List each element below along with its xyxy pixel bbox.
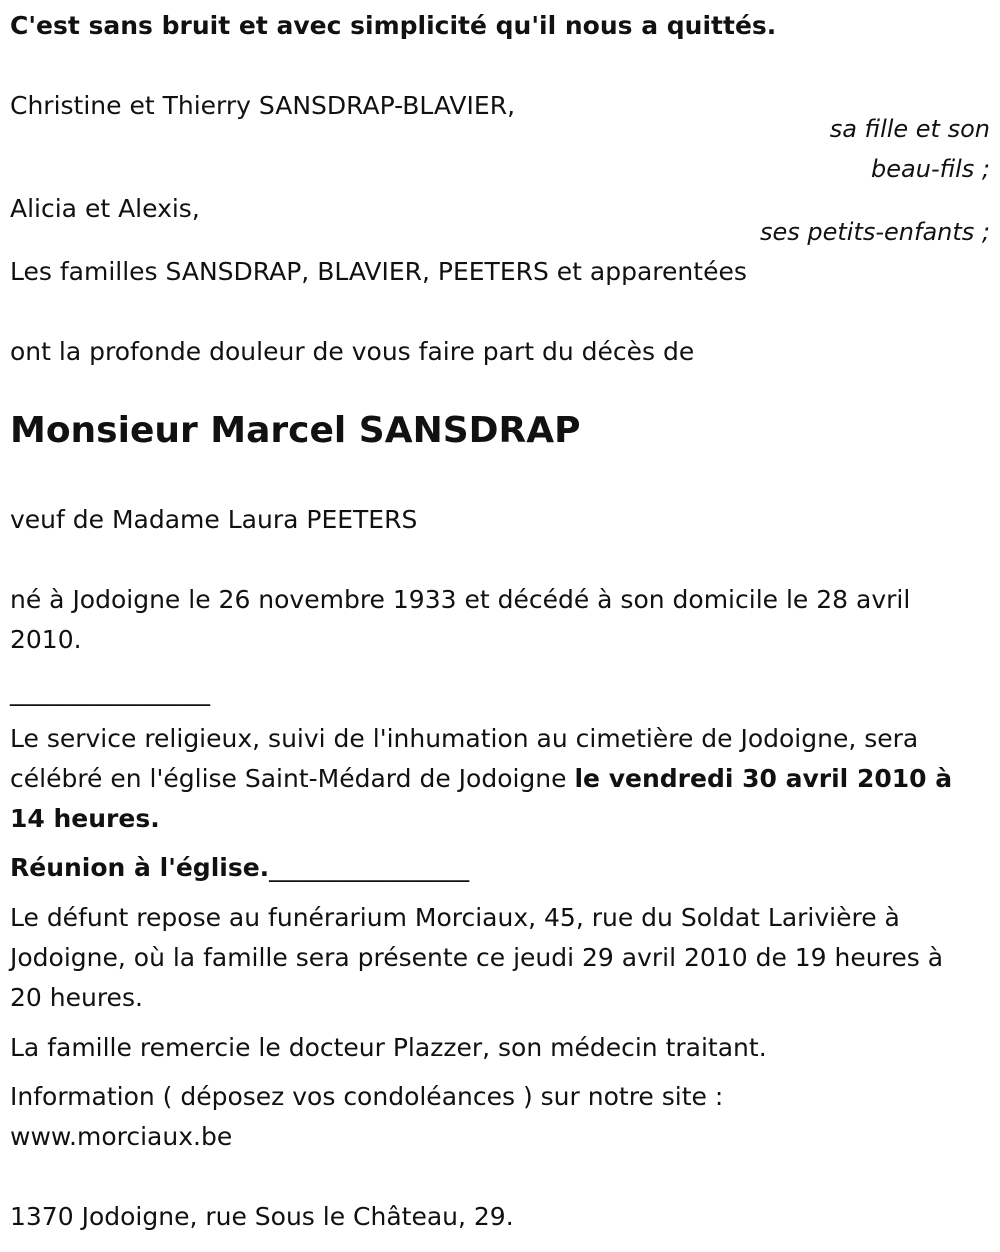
family-relation-daughter-1: sa fille et son bbox=[829, 115, 990, 143]
service-line-2-normal: célébré en l'église Saint-Médard de Jodoigne bbox=[10, 764, 567, 793]
announcement-text: ont la profonde douleur de vous faire part du décès de bbox=[10, 337, 695, 366]
intro-text: C'est sans bruit et avec simplicité qu'il nous a quittés. bbox=[10, 11, 777, 40]
family-names-daughter: Christine et Thierry SANSDRAP-BLAVIER, bbox=[10, 91, 516, 120]
widower-text: veuf de Madame Laura PEETERS bbox=[10, 505, 418, 534]
info-line: Information ( déposez vos condoléances ) sur notre site : bbox=[10, 1082, 724, 1111]
reunion-text: Réunion à l'église. bbox=[10, 853, 270, 882]
service-line-2 bbox=[10, 759, 952, 799]
website-link[interactable]: www.morciaux.be bbox=[10, 1122, 233, 1151]
repose-line-1: Le défunt repose au funérarium Morciaux, 45, rue du Soldat Larivière à bbox=[10, 903, 900, 932]
birth-death-line-1: né à Jodoigne le 26 novembre 1933 et décédé à son domicile le 28 avril bbox=[10, 585, 911, 614]
reunion-line bbox=[10, 848, 469, 888]
family-names-grandchildren: Alicia et Alexis, bbox=[10, 194, 200, 223]
reunion-separator: ________________ bbox=[269, 853, 470, 882]
service-date-bold: le vendredi 30 avril 2010 à bbox=[574, 764, 953, 793]
service-time-bold: 14 heures. bbox=[10, 804, 160, 833]
service-line-1: Le service religieux, suivi de l'inhumation au cimetière de Jodoigne, sera bbox=[10, 724, 919, 753]
birth-death-line-2: 2010. bbox=[10, 625, 82, 654]
separator-line: ________________ bbox=[10, 677, 210, 706]
family-names-families: Les familles SANSDRAP, BLAVIER, PEETERS et apparentées bbox=[10, 257, 747, 286]
repose-line-3: 20 heures. bbox=[10, 983, 143, 1012]
repose-line-2: Jodoigne, où la famille sera présente ce jeudi 29 avril 2010 de 19 heures à bbox=[10, 943, 944, 972]
family-relation-daughter-2: beau-fils ; bbox=[871, 155, 990, 183]
deceased-name: Monsieur Marcel SANSDRAP bbox=[10, 410, 581, 451]
family-relation-grandchildren: ses petits-enfants ; bbox=[759, 218, 990, 246]
thanks-text: La famille remercie le docteur Plazzer, son médecin traitant. bbox=[10, 1033, 767, 1062]
address-text: 1370 Jodoigne, rue Sous le Château, 29. bbox=[10, 1202, 514, 1231]
